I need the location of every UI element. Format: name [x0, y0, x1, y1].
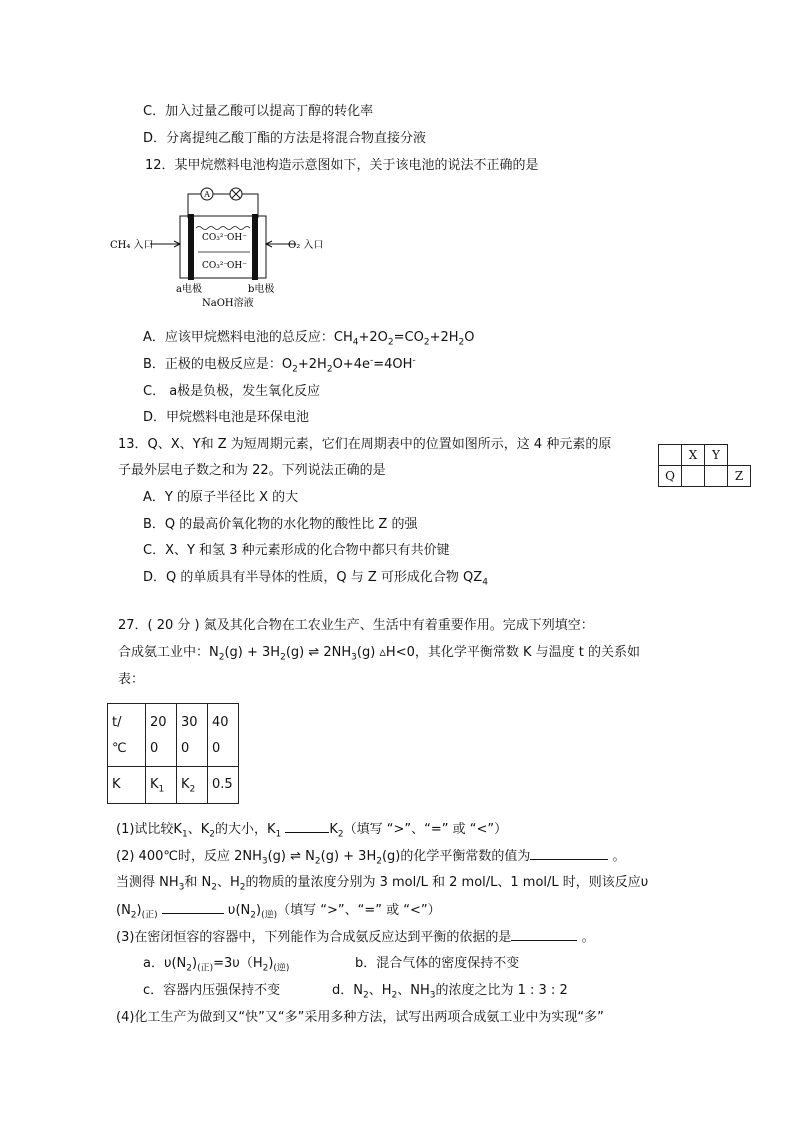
- table-cell: 20 0: [146, 704, 177, 767]
- q27-line3: 表：: [118, 672, 145, 687]
- pt-cell: Y: [705, 445, 728, 466]
- q12-stem: 12．某甲烷燃料电池构造示意图如下，关于该电池的说法不正确的是: [145, 158, 539, 173]
- q27-part3-option-b: b．混合气体的密度保持不变: [355, 956, 520, 971]
- electrode-b-label: b电极: [248, 284, 275, 295]
- q27-part3-option-d: d．$N_2$、$H_2$、$NH_3$的浓度之比为 1 : 3 : 2: [332, 983, 568, 1001]
- electrode-b: [252, 214, 258, 280]
- q13-stem-line2: 子最外层电子数之和为 22。下列说法正确的是: [118, 463, 386, 478]
- q27-part3-option-c: c．容器内压强保持不变: [143, 983, 281, 998]
- pt-cell: [705, 466, 728, 487]
- q12-option-a: A．应该甲烷燃料电池的总反应：$CH_4+2O_2=CO_2+2H_2O$: [143, 330, 475, 348]
- q11-option-c: C．加入过量乙酸可以提高丁醇的转化率: [143, 104, 374, 119]
- solution-label: NaOH溶液: [202, 298, 254, 309]
- pt-cell: Z: [728, 466, 751, 487]
- q12-option-c: C． a极是负极，发生氧化反应: [143, 384, 321, 399]
- answer-blank[interactable]: [162, 901, 224, 914]
- answer-blank[interactable]: [530, 847, 608, 860]
- q12-option-b: B．正极的电极反应是：$O_2+2H_2O+4e^-=4OH^-$: [143, 355, 416, 375]
- ion-label: OH⁻: [227, 233, 247, 243]
- table-cell: K: [108, 767, 146, 804]
- table-cell: 30 0: [177, 704, 208, 767]
- q27-part2: (2) 400℃时，反应 $2NH_3(g)$ ⇌ $N_2(g) + 3H_2(g)$的化学平衡常数的值为 。: [116, 849, 626, 867]
- q27-stem: 27．( 20 分 ) 氮及其化合物在工农业生产、生活中有着重要作用。完成下列填空：: [118, 618, 594, 633]
- ammeter-label: A: [204, 190, 210, 199]
- ion-label: CO₃²⁻: [202, 261, 229, 271]
- table-cell: 0.5: [208, 767, 239, 804]
- ion-label: OH⁻: [227, 261, 247, 271]
- pt-cell: [682, 466, 705, 487]
- answer-blank[interactable]: [511, 928, 577, 941]
- q27-part3: (3)在密闭恒容的容器中，下列能作为合成氨反应达到平衡的依据的是 。: [116, 930, 595, 945]
- q27-part4: (4)化工生产为做到又“快”又“多”采用多种方法，试写出两项合成氨工业中为实现“多”: [116, 1010, 604, 1025]
- fuel-cell-diagram: [110, 186, 340, 314]
- q11-option-d: D．分离提纯乙酸丁酯的方法是将混合物直接分液: [143, 131, 427, 146]
- q13-option-b: B．Q 的最高价氧化物的水化物的酸性比 Z 的强: [143, 517, 418, 532]
- q13-option-d: D．Q 的单质具有半导体的性质，Q 与 Z 可形成化合物 $QZ_4$: [143, 570, 488, 588]
- ch4-inlet-label: CH₄ 入口: [110, 240, 154, 251]
- q13-option-a: A．Y 的原子半径比 X 的大: [143, 490, 299, 505]
- ion-label: CO₃²⁻: [202, 233, 229, 243]
- o2-inlet-label: O₂ 入口: [288, 240, 324, 251]
- table-cell: 40 0: [208, 704, 239, 767]
- q27-part2-condition: 当测得 $NH_3$和 $N_2$、$H_2$的物质的量浓度分别为 3 mol/L 和 2 mol/L、1 mol/L 时，则该反应υ: [116, 875, 649, 893]
- electrode-a: [188, 214, 194, 280]
- q13-option-c: C．X、Y 和氢 3 种元素形成的化合物中都只有共价键: [143, 543, 450, 558]
- pt-cell: X: [682, 445, 705, 466]
- table-cell: t/ ℃: [108, 704, 146, 767]
- k-temperature-table: [107, 703, 239, 804]
- q12-option-d: D．甲烷燃料电池是环保电池: [143, 410, 310, 425]
- table-cell: $K_1$: [146, 767, 177, 804]
- q27-part2-compare: $(N_2)_{(正)}$ $\upsilon(N_2)_{(逆)}$（填写 “>”、“=” 或 “<”）: [116, 903, 441, 921]
- pt-cell: Q: [659, 466, 682, 487]
- periodic-table-fragment: [658, 444, 751, 487]
- table-cell: $K_2$: [177, 767, 208, 804]
- pt-cell: [728, 445, 751, 466]
- q27-part1: (1)试比较$K_1$、$K_2$的大小，$K_1$ $K_2$（填写 “>”、“=” 或 “<”）: [116, 822, 508, 840]
- pt-cell: [659, 445, 682, 466]
- q27-part3-option-a: a．$\upsilon(N_2)_{(正)}=3\upsilon(H_2)_{(逆)}$: [143, 956, 290, 974]
- q13-stem-line1: 13．Q、X、Y和 Z 为短周期元素，它们在周期表中的位置如图所示，这 4 种元素的原: [118, 437, 612, 452]
- electrode-a-label: a电极: [176, 284, 202, 295]
- q27-equation-line: 合成氨工业中：$N_2(g) + 3H_2(g)$ ⇌ $2NH_3(g)$ ▵H<0，其化学平衡常数 K 与温度 t 的关系如: [118, 645, 641, 663]
- answer-blank[interactable]: [285, 820, 329, 833]
